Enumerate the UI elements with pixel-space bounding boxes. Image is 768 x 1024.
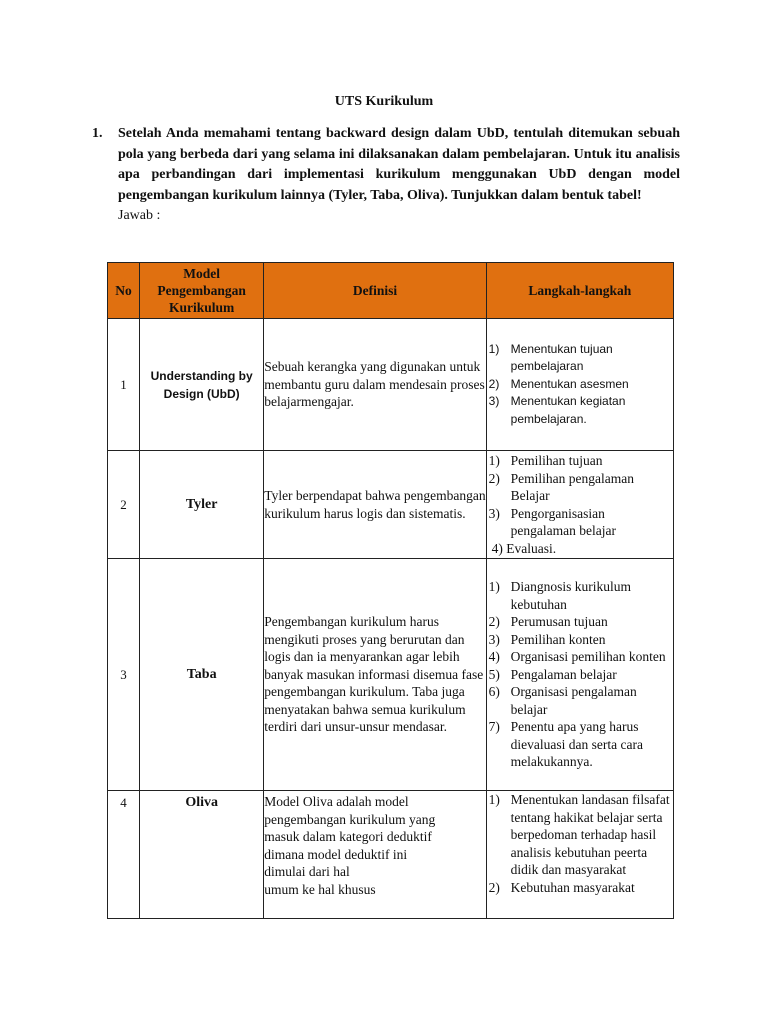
header-langkah: Langkah-langkah [486, 263, 673, 319]
step-item: 3) Menentukan kegiatan pembelajaran. [488, 394, 626, 426]
row-definisi: Tyler berpendapat bahwa pengembangan kurikulum harus logis dan sistematis. [264, 451, 486, 559]
definisi-line: dimulai dari hal [264, 864, 350, 879]
table-row [108, 559, 674, 791]
header-definisi: Definisi [264, 263, 486, 319]
table-header-row [108, 263, 674, 319]
step-item: 7) Penentu apa yang harus dievaluasi dan serta cara melakukannya. [488, 719, 643, 770]
step-item: 5) Pengalaman belajar [488, 666, 617, 682]
definisi-line: dimana model deduktif ini [264, 846, 408, 862]
row-definisi [264, 791, 486, 919]
comparison-table [107, 262, 674, 919]
table-row [108, 319, 674, 451]
step-item: 4) Organisasi pemilihan konten [488, 649, 666, 665]
row-steps [486, 791, 673, 919]
row-model: Tyler [140, 451, 264, 559]
row-model: Taba [140, 559, 264, 791]
row-definisi: Sebuah kerangka yang digunakan untuk membantu guru dalam mendesain proses belajarmengajar. [264, 319, 486, 451]
answer-label: Jawab : [118, 208, 161, 223]
step-item: 2) Kebutuhan masyarakat [488, 879, 635, 895]
step-item: 1) Pemilihan tujuan [488, 453, 603, 468]
definisi-line: Model Oliva adalah model [264, 794, 409, 809]
step-item: 6) Organisasi pengalaman belajar [488, 684, 637, 717]
row-number: 4 [108, 791, 140, 919]
question-text: Setelah Anda memahami tentang backward design dalam UbD, tentulah ditemukan sebuah pola yang berbeda dari yang selama ini dilaksanakan dalam pembelajaran. Untuk itu analisis apa perbandingan dari implementasi kurikulum menggunakan UbD dengan model pengembangan kurikulum lainnya (Tyler, Taba, Oliva). Tunjukkan dalam bentuk tabel! [118, 126, 680, 203]
step-item: 3) Pengorganisasian pengalaman belajar [488, 505, 616, 538]
definisi-line: pengembangan kurikulum yang [264, 811, 436, 827]
question-block [92, 124, 680, 227]
step-item: 4) Evaluasi. [491, 540, 557, 556]
row-model: Understanding by Design (UbD) [140, 319, 264, 451]
table-row [108, 791, 674, 919]
row-model: Oliva [140, 791, 264, 919]
row-steps [486, 319, 673, 451]
question-number: 1. [92, 126, 103, 141]
step-item: 2) Pemilihan pengalaman Belajar [488, 470, 634, 503]
step-item: 1) Menentukan landasan filsafat tentang hakikat belajar serta berpedoman terhadap hasil analisis kebutuhan peerta didik dan masyarakat [488, 792, 670, 877]
step-item: 2) Perumusan tujuan [488, 614, 608, 630]
step-item: 3) Pemilihan konten [488, 631, 606, 647]
row-number: 3 [108, 559, 140, 791]
definisi-line: umum ke hal khusus [264, 881, 376, 897]
definisi-line: masuk dalam kategori deduktif [264, 829, 432, 844]
table-row [108, 451, 674, 559]
step-item: 2) Menentukan asesmen [488, 376, 629, 391]
row-definisi: Pengembangan kurikulum harus mengikuti proses yang berurutan dan logis dan ia menyarankan agar lebih banyak masukan informasi disemua fase pengembangan kurikulum. Taba juga menyatakan bahwa semua kurikulum terdiri dari unsur-unsur mendasar. [264, 559, 486, 791]
header-no: No [108, 263, 140, 319]
step-item: 1) Diangnosis kurikulum kebutuhan [488, 579, 632, 612]
step-item: 1) Menentukan tujuan pembelajaran [488, 341, 613, 374]
document-title: UTS Kurikulum [334, 94, 434, 109]
row-number: 2 [108, 451, 140, 559]
row-number: 1 [108, 319, 140, 451]
row-steps [486, 559, 673, 791]
header-model: Model Pengembangan Kurikulum [140, 263, 264, 319]
row-steps [486, 451, 673, 559]
